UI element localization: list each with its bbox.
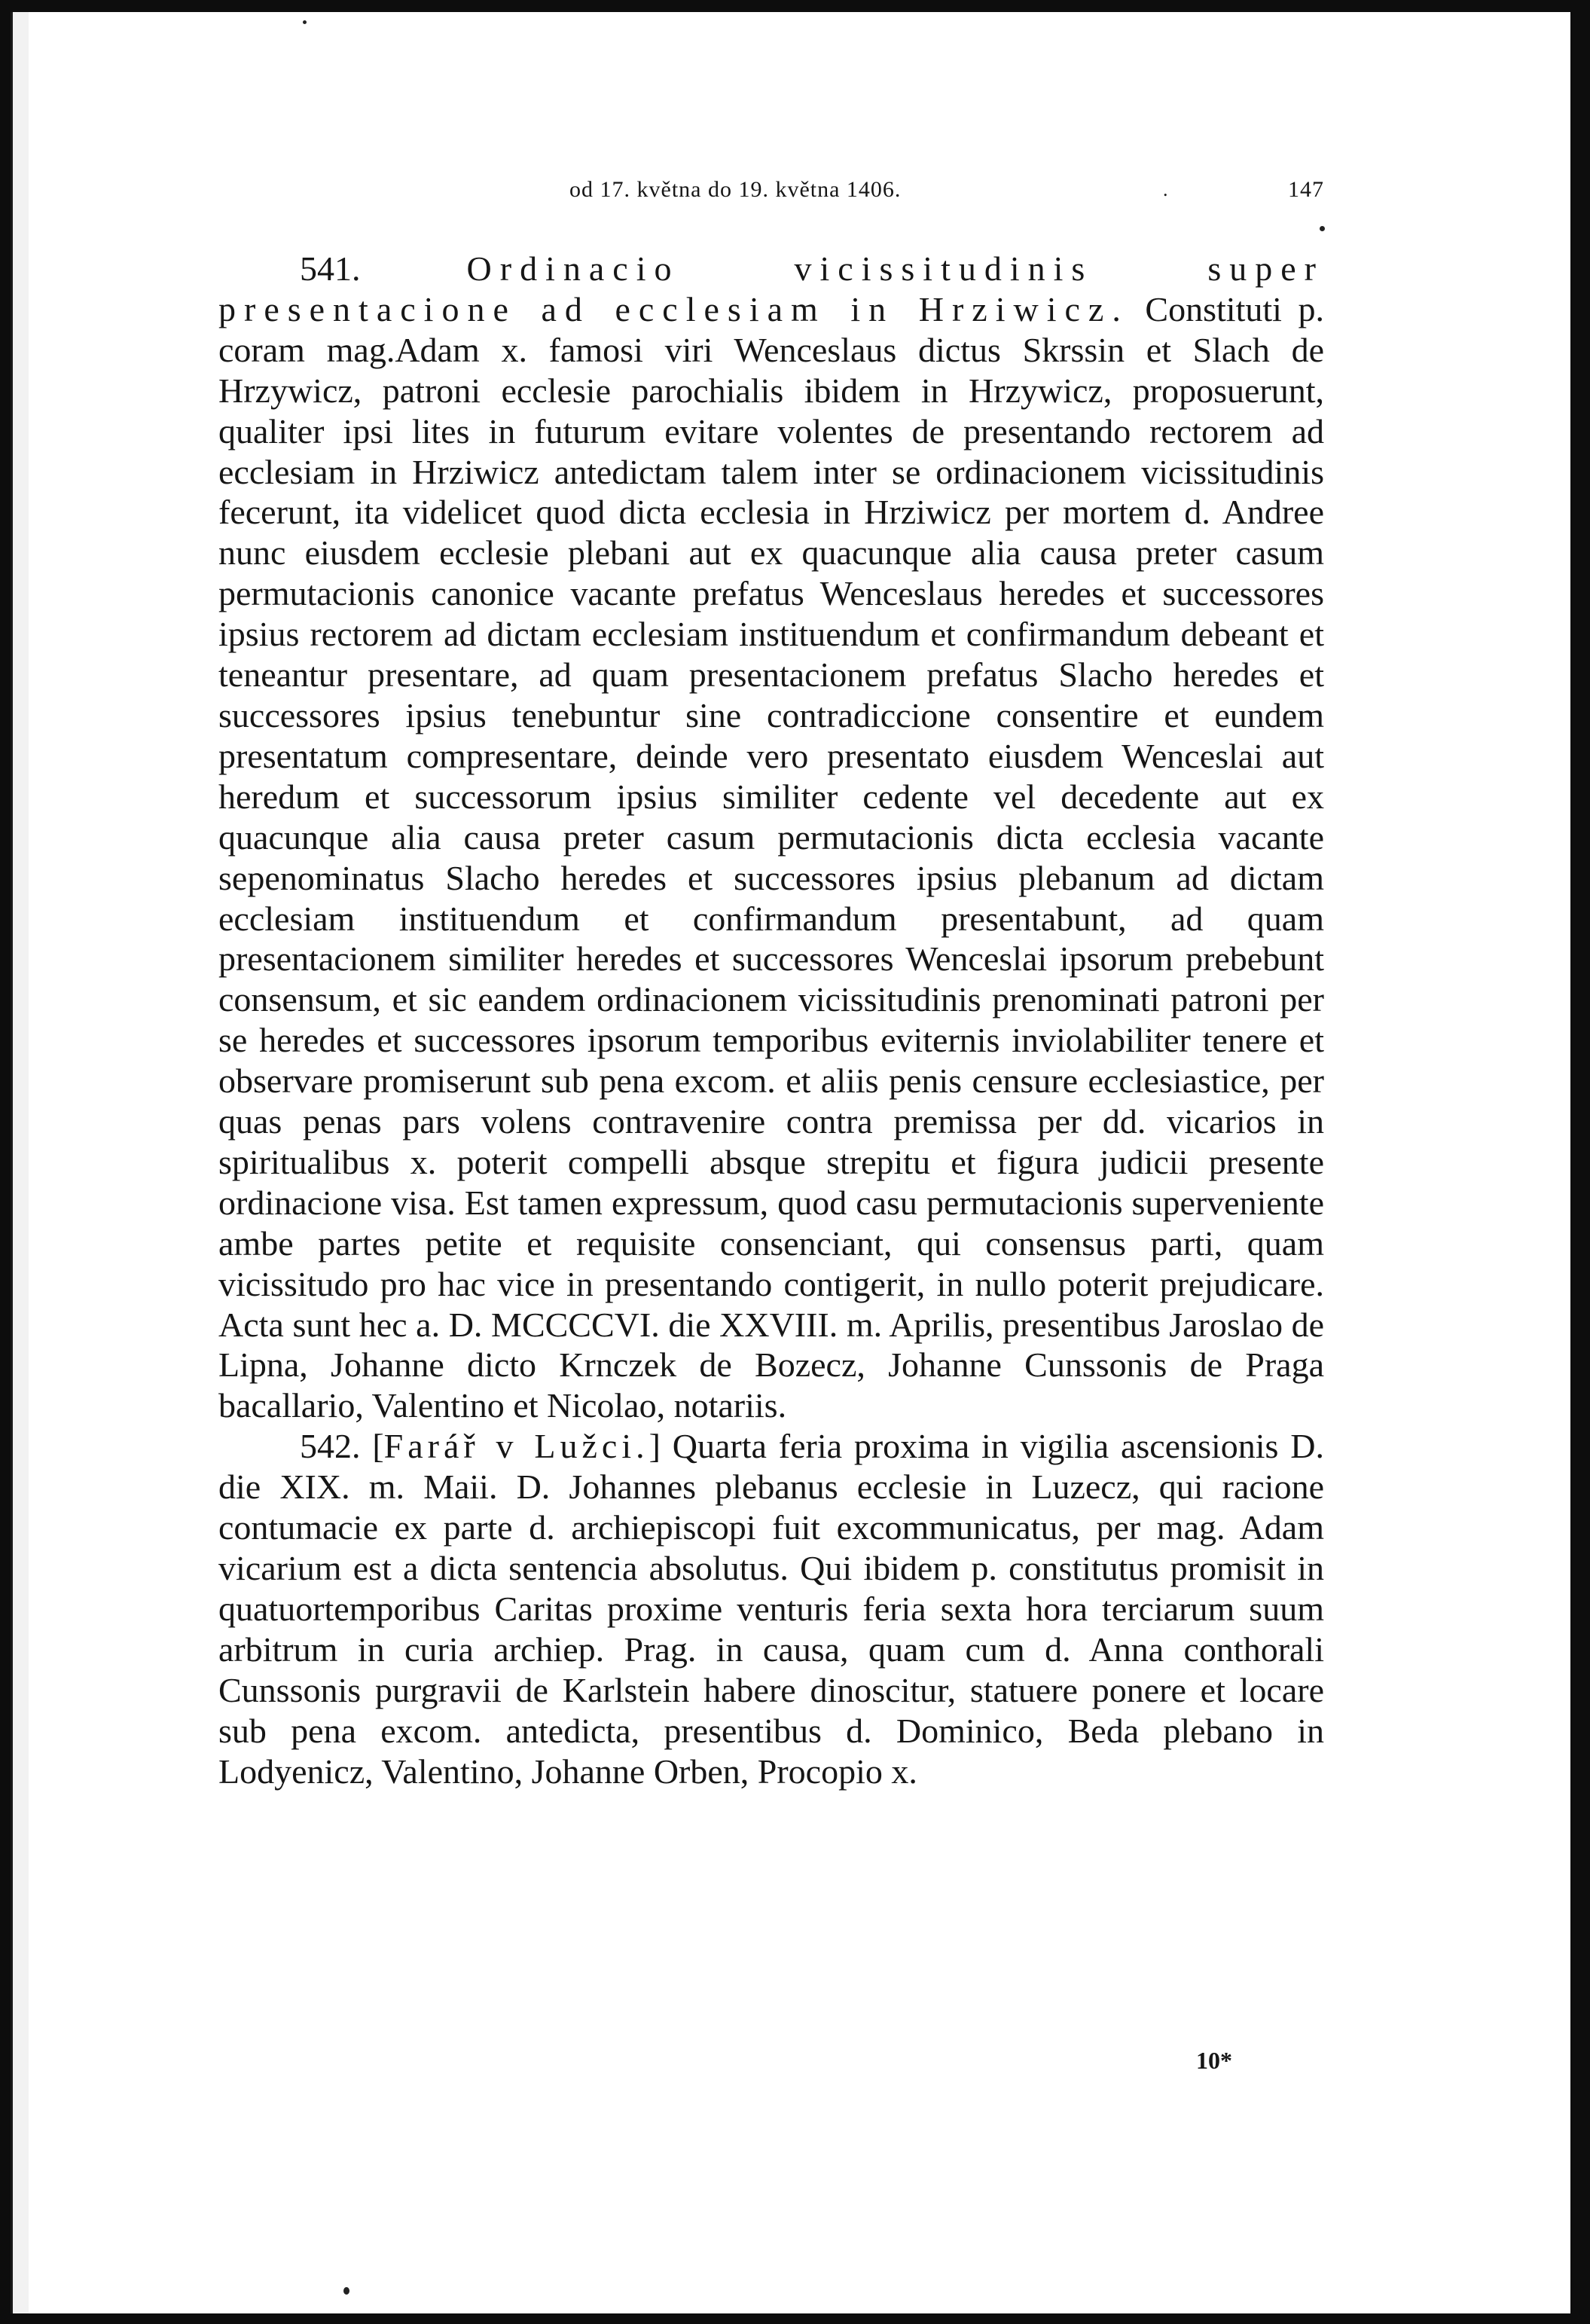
signature-mark: 10* <box>1196 2047 1232 2074</box>
running-head-dot: . <box>1163 179 1169 200</box>
entry-title-bracket-open: [ <box>372 1427 384 1466</box>
entry-number: 541. <box>300 249 361 288</box>
page-gutter <box>11 12 29 2313</box>
scan-speck <box>343 2287 349 2295</box>
scan-border-top <box>0 0 1590 12</box>
entry-body: Constituti p. coram mag.Adam x. famosi viri Wenceslaus dictus Skrssin et Slach de Hrzywicz, patroni ecclesie parochialis ibidem in Hrzywicz, proposuerunt, qualiter ipsi lites in futurum evitare volentes de presentando rectorem ad ecclesiam in Hrziwicz antedictam talem inter se ordinacionem vicissitudinis fecerunt, ita videlicet quod dicta ecclesia in Hrziwicz per mortem d. Andree nunc eiusdem ecclesie plebani aut ex quacunque alia causa preter casum permutacionis canonice vacante prefatus Wenceslaus heredes et successores ipsius rectorem ad dictam ecclesiam instituendum et confirmandum debeant et teneantur presentare, ad quam presentacionem prefatus Slacho heredes et successores ipsius tenebuntur sine contradiccione consentire et eundem presentatum compresentare, deinde vero presentato eiusdem Wenceslai aut heredum et successorum ipsius similiter cedente vel decedente aut ex quacunque alia causa preter casum permutacionis dicta ecclesia vacante sepenominatus Slacho heredes et successores ipsius plebanum ad dictam ecclesiam instituendum et confirmandum presentabunt, ad quam presentacionem similiter heredes et successores Wenceslai ipsorum prebebunt consensum, et sic eandem ordinacionem vicissitudinis prenominati patroni per se heredes et successores ipsorum temporibus eviternis inviolabiliter tenere et observare promiserunt sub pena excom. et aliis penis censure ecclesiastice, per quas penas pars volens contravenire contra premissa per dd. vicarios in spiritualibus x. poterit compelli absque strepitu et figura judicii presente ordinacione visa. Est tamen expressum, quod casu permutacionis superveniente ambe partes petite et requisite consenciant, qui consensus parti, quam vicissitudo pro hac vice in presentando contigerit, in nullo poterit prejudicare. Acta sunt hec a. D. MCCCCVI. die XXVIII. m. Aprilis, presentibus Jaroslao de Lipna, Johanne dicto Krnczek de Bozecz, Johanne Cunssonis de Praga bacallario, Valentino et Nicolao, notariis. <box>218 289 1324 1425</box>
entry-title: Farář v Lužci. <box>383 1427 649 1466</box>
scan-speck <box>1320 226 1325 231</box>
running-header <box>218 172 1324 208</box>
main-text <box>218 249 1324 1791</box>
scan-border-left <box>0 0 11 2324</box>
scan-border-bottom <box>0 2313 1590 2324</box>
entry-title: Ordinacio vicissitudinis super presentacione ad ecclesiam in Hrziwicz. <box>218 249 1325 328</box>
page-number: 147 <box>1288 177 1324 202</box>
running-head-title: od 17. května do 19. května 1406. <box>569 177 902 202</box>
scan-speck <box>303 20 307 24</box>
entry-541 <box>218 249 1324 1426</box>
entry-542 <box>218 1426 1324 1791</box>
entry-body: Quarta feria proxima in vigilia ascensionis D. die XIX. m. Maii. D. Johannes plebanus ecclesie in Luzecz, qui racione contumacie ex parte d. archiepiscopi fuit excommunicatus, per mag. Adam vicarium est a dicta sentencia absolutus. Qui ibidem p. constitutus promisit in quatuortemporibus Caritas proxime venturis feria sexta hora terciarum suum arbitrum in curia archiep. Prag. in causa, quam cum d. Anna conthorali Cunssonis purgravii de Karlstein habere dinoscitur, statuere ponere et locare sub pena excom. antedicta, presentibus d. Dominico, Beda plebano in Lodyenicz, Valentino, Johanne Orben, Procopio x. <box>218 1427 1325 1791</box>
scan-border-right <box>1570 0 1590 2324</box>
entry-number: 542. <box>300 1427 361 1466</box>
entry-title-bracket-close: ] <box>649 1427 661 1466</box>
